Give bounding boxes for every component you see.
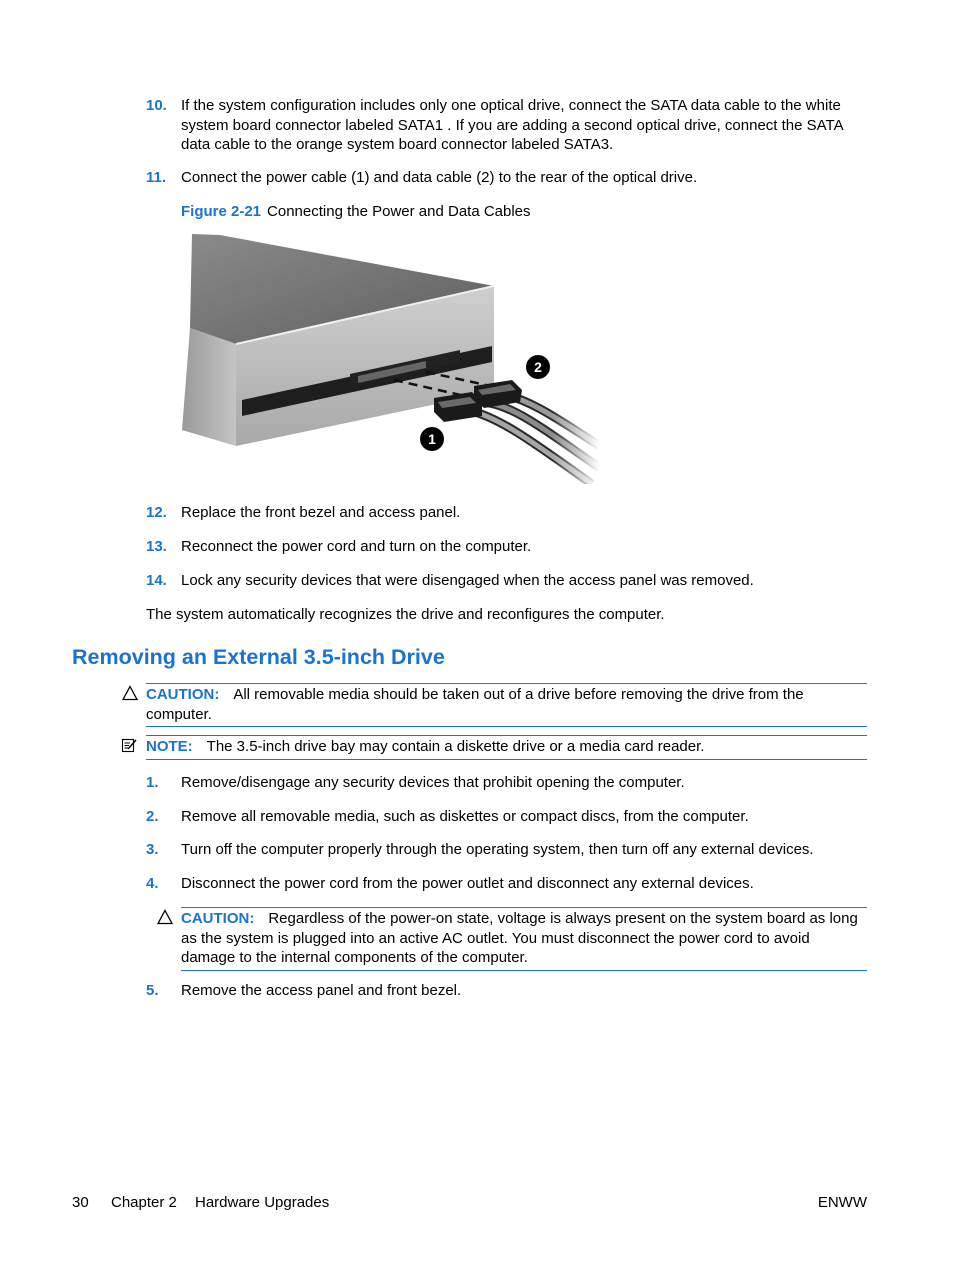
step-text: Turn off the computer properly through the operating system, then turn off any external devices. [181, 841, 814, 858]
step-11 [146, 168, 868, 188]
footer-locale: ENWW [817, 1194, 867, 1211]
summary-paragraph: The system automatically recognizes the drive and reconfigures the computer. [146, 606, 665, 623]
footer-page-number: 30 [72, 1194, 89, 1211]
step-12 [146, 503, 868, 523]
step-text: Remove all removable media, such as diskettes or compact discs, from the computer. [181, 808, 749, 825]
step-number: 3. [146, 841, 159, 858]
step-number: 11. [146, 169, 167, 186]
footer-chapter-title: Hardware Upgrades [195, 1194, 330, 1211]
step-text: Lock any security devices that were disengaged when the access panel was removed. [181, 572, 754, 589]
caution-text: Regardless of the power-on state, voltage is always present on the system board as long as the system is plugged into an active AC outlet. You must disconnect the power cord to avoid damage to the internal components of the computer. [181, 910, 858, 966]
step-text: Replace the front bezel and access panel. [181, 504, 461, 521]
step-text: Remove/disengage any security devices that prohibit opening the computer. [181, 774, 685, 791]
step-number: 14. [146, 572, 167, 589]
step-10 [146, 96, 868, 155]
step-number: 5. [146, 982, 159, 999]
step-text: If the system configuration includes only one optical drive, connect the SATA data cable to the white system board connector labeled SATA1 . If you are adding a second optical drive, connect the SATA data cable to the orange system board connector labeled SATA3. [181, 97, 843, 153]
step-13 [146, 537, 868, 557]
figure-caption [181, 202, 531, 222]
caution-triangle-icon [157, 909, 173, 925]
step-text: Reconnect the power cord and turn on the computer. [181, 538, 532, 555]
note-label: NOTE: [146, 738, 193, 755]
footer-chapter: Chapter 2 [111, 1194, 177, 1211]
note-pad-icon [121, 737, 137, 753]
step-4 [146, 874, 868, 894]
figure-title: Connecting the Power and Data Cables [267, 203, 531, 220]
caution-text: All removable media should be taken out of a drive before removing the drive from the computer. [146, 686, 804, 723]
step-number: 10. [146, 97, 167, 114]
step-number: 13. [146, 538, 167, 555]
caution-label: CAUTION: [146, 686, 220, 703]
step-text: Connect the power cable (1) and data cable (2) to the rear of the optical drive. [181, 169, 698, 186]
optical-drive-cable-illustration [182, 232, 600, 484]
figure-label: Figure 2-21 [181, 203, 262, 220]
step-number: 1. [146, 774, 159, 791]
caution-notice-2 [181, 907, 867, 971]
caution-label: CAUTION: [181, 910, 255, 927]
step-text: Disconnect the power cord from the power outlet and disconnect any external devices. [181, 875, 754, 892]
step-3 [146, 840, 868, 860]
step-14 [146, 571, 868, 591]
drive-side [182, 328, 236, 446]
section-title: Removing an External 3.5-inch Drive [72, 645, 445, 669]
step-2 [146, 807, 868, 827]
step-1 [146, 773, 868, 793]
step-5 [146, 981, 868, 1001]
caution-notice [146, 683, 867, 727]
step-number: 4. [146, 875, 159, 892]
step-text: Remove the access panel and front bezel. [181, 982, 462, 999]
caution-triangle-icon [122, 685, 138, 701]
callout-1-label: 1 [428, 431, 436, 447]
step-number: 12. [146, 504, 167, 521]
note-notice [146, 735, 867, 760]
note-text: The 3.5-inch drive bay may contain a diskette drive or a media card reader. [206, 738, 705, 755]
callout-2-label: 2 [534, 359, 542, 375]
step-number: 2. [146, 808, 159, 825]
